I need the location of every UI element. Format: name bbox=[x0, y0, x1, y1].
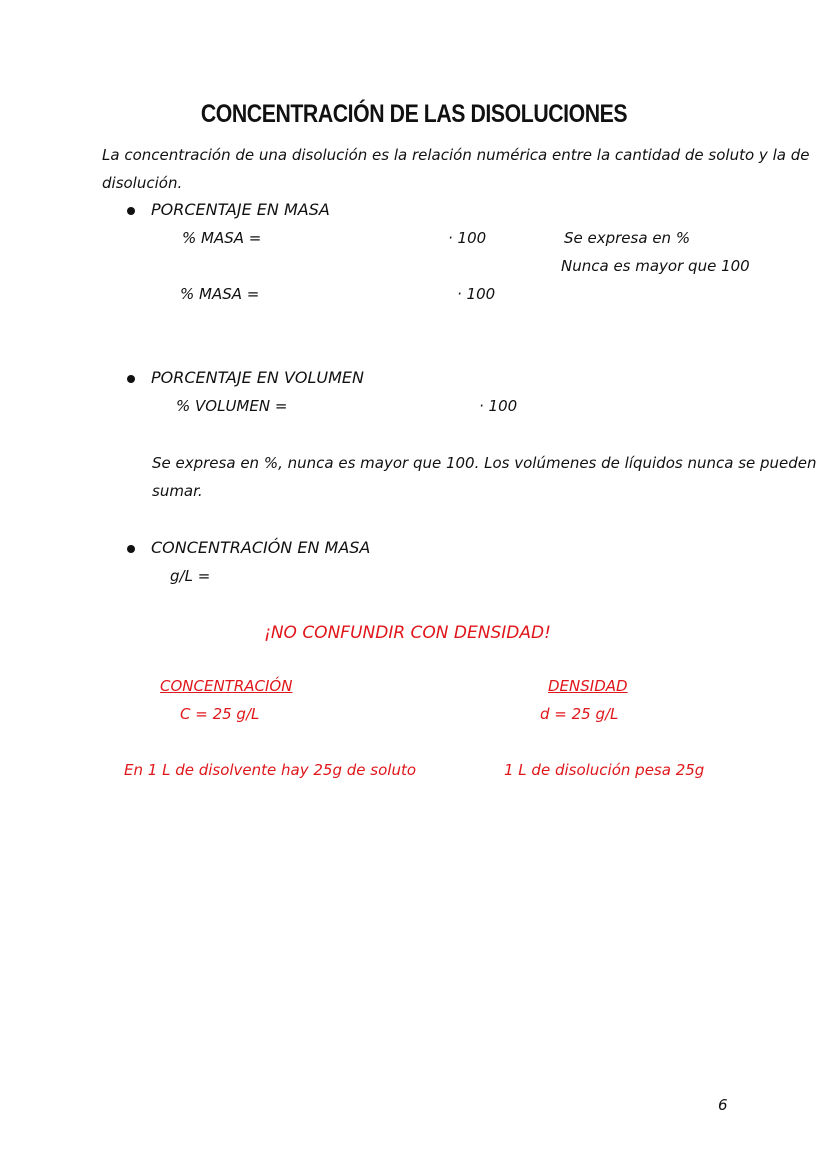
bullet-icon bbox=[127, 207, 135, 215]
mass-formula-factor: · 100 bbox=[448, 229, 487, 247]
page-title: CONCENTRACIÓN DE LAS DISOLUCIONES bbox=[200, 100, 628, 128]
page-number: 6 bbox=[718, 1096, 728, 1114]
density-heading: DENSIDAD bbox=[548, 677, 628, 695]
volume-note: sumar. bbox=[152, 482, 203, 500]
bullet-icon bbox=[127, 545, 135, 553]
concentration-heading: CONCENTRACIÓN bbox=[160, 677, 293, 695]
mass-formula-label: % MASA = bbox=[182, 229, 262, 247]
mass-note: Se expresa en % bbox=[564, 229, 691, 247]
volume-percent-heading: PORCENTAJE EN VOLUMEN bbox=[151, 368, 364, 387]
volume-formula-factor: · 100 bbox=[479, 397, 518, 415]
mass-formula-label: % MASA = bbox=[180, 285, 260, 303]
bullet-icon bbox=[127, 375, 135, 383]
mass-percent-heading: PORCENTAJE EN MASA bbox=[151, 200, 330, 219]
mass-note: Nunca es mayor que 100 bbox=[561, 257, 750, 275]
warning-text: ¡NO CONFUNDIR CON DENSIDAD! bbox=[264, 623, 551, 643]
mass-concentration-heading: CONCENTRACIÓN EN MASA bbox=[151, 538, 371, 557]
mass-formula-factor: · 100 bbox=[457, 285, 496, 303]
volume-note: Se expresa en %, nunca es mayor que 100. Los volúmenes de líquidos nunca se pueden bbox=[152, 454, 817, 472]
density-description: 1 L de disolución pesa 25g bbox=[504, 761, 705, 779]
concentration-value: C = 25 g/L bbox=[180, 705, 260, 723]
intro-text: disolución. bbox=[102, 174, 183, 192]
volume-formula-label: % VOLUMEN = bbox=[176, 397, 288, 415]
intro-text: La concentración de una disolución es la relación numérica entre la cantidad de soluto y la de bbox=[102, 146, 810, 164]
mass-concentration-formula: g/L = bbox=[170, 567, 211, 585]
concentration-description: En 1 L de disolvente hay 25g de soluto bbox=[124, 761, 417, 779]
density-value: d = 25 g/L bbox=[540, 705, 619, 723]
